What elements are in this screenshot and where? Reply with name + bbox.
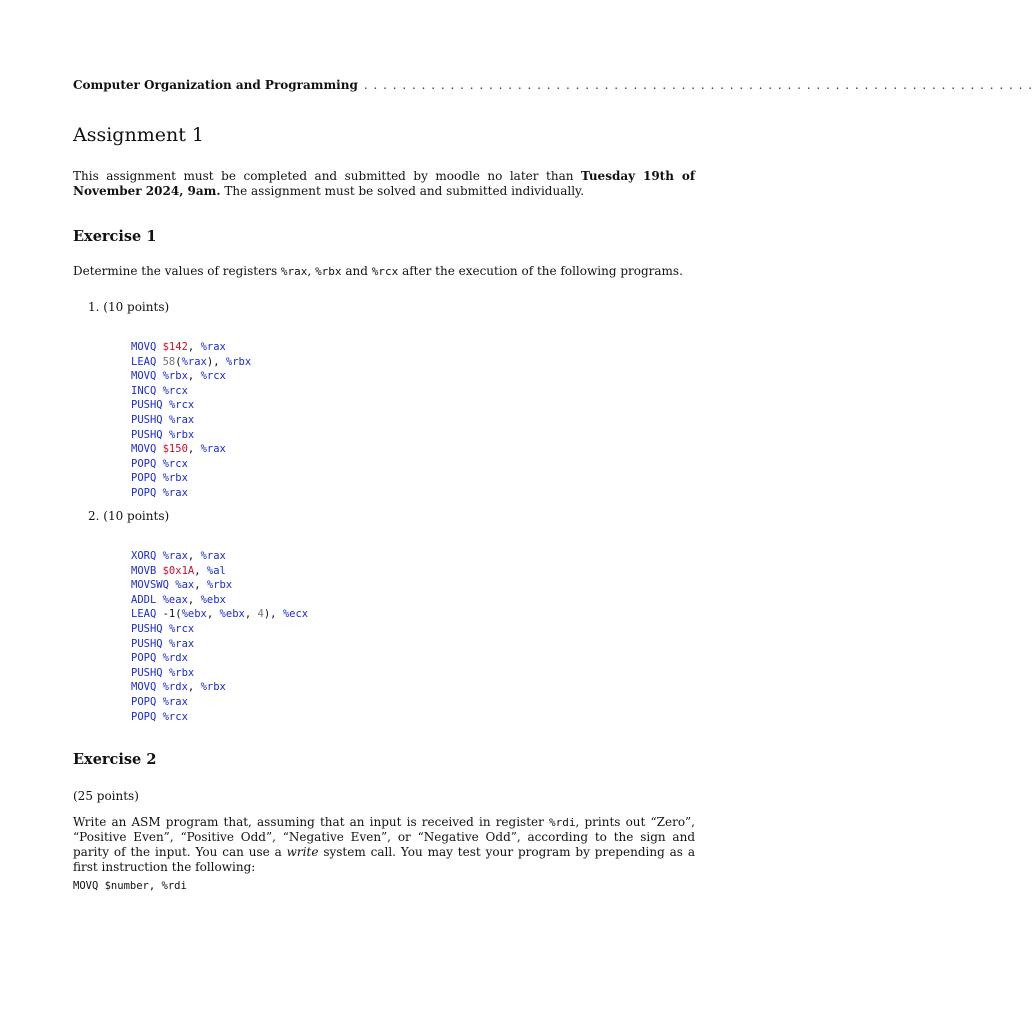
desc-sep: and <box>341 264 372 278</box>
instruction-operand: %rdx <box>162 681 188 694</box>
instruction-operand: %rax <box>200 341 226 353</box>
instruction-mnemonic: POPQ <box>131 710 163 723</box>
code-line <box>131 413 251 428</box>
instruction-mnemonic: PUSHQ <box>131 399 169 412</box>
instruction-operand: %ebx <box>200 593 226 606</box>
instruction-operand: %rax <box>162 695 188 708</box>
code-line <box>131 622 308 637</box>
instruction-mnemonic: PUSHQ <box>131 637 169 650</box>
register-rdi: %rdi <box>549 816 576 829</box>
instruction-operand: %rax <box>200 443 226 456</box>
exercise-2-description <box>73 815 695 875</box>
desc-text: Determine the values of registers <box>73 264 281 278</box>
instruction-operand: 58(%rax) <box>162 355 214 368</box>
code-line <box>131 710 308 725</box>
instruction-operand: %rbx <box>162 472 188 485</box>
instruction-operand: %rbx <box>168 428 195 441</box>
instruction-mnemonic: MOVQ <box>131 341 163 353</box>
instruction-operand: %rcx <box>200 370 226 383</box>
code-line <box>131 471 251 486</box>
instruction-operand: %rax <box>162 486 188 499</box>
code-line: ADDL %eax, %ebx <box>131 593 226 606</box>
instruction-mnemonic: XORQ <box>131 550 163 562</box>
code-line <box>131 398 251 413</box>
code-line <box>131 637 308 652</box>
instruction-operand: %ecx <box>282 608 309 621</box>
instruction-operand: %eax <box>162 593 188 606</box>
instruction-operand: -1(%ebx, %ebx, 4) <box>162 608 271 621</box>
code-line: LEAQ 58(%rax), %rbx <box>131 355 252 368</box>
intro-text: This assignment must be completed and submitted by moodle no later than <box>73 169 581 183</box>
instruction-mnemonic: MOVB <box>131 564 163 577</box>
code-line: MOVQ %rdx, %rbx <box>131 681 226 694</box>
desc-text-end: system call. You may test your program by prepending as a first instruction the following: <box>73 845 695 874</box>
instruction-mnemonic: LEAQ <box>131 608 163 621</box>
instruction-mnemonic: PUSHQ <box>131 622 169 635</box>
instruction-mnemonic: POPQ <box>131 652 163 665</box>
code-line <box>131 384 251 399</box>
register-rbx: %rbx <box>315 265 342 278</box>
instruction-mnemonic: MOVQ <box>131 370 163 383</box>
item-1-label: 1. (10 points) <box>88 300 170 314</box>
exercise-1-heading: Exercise 1 <box>73 228 157 245</box>
instruction-mnemonic: MOVQ <box>131 443 163 456</box>
program-2-code <box>131 549 308 724</box>
instruction-mnemonic: INCQ <box>131 384 163 397</box>
instruction-operand: %rbx <box>225 355 252 368</box>
instruction-operand: %rax <box>162 550 188 562</box>
instruction-operand: %rbx <box>168 666 195 679</box>
instruction-mnemonic: POPQ <box>131 472 163 485</box>
code-line <box>131 486 251 501</box>
instruction-operand: %rax <box>168 413 195 426</box>
instruction-mnemonic: MOVSWQ <box>131 579 176 592</box>
desc-text: Write an ASM program that, assuming that an input is received in register <box>73 815 550 829</box>
instruction-operand: %ax <box>175 579 195 592</box>
register-rax: %rax <box>280 265 308 278</box>
code-line: MOVQ $150, %rax <box>131 443 226 456</box>
code-line: MOVB $0x1A, %al <box>131 564 226 577</box>
desc-text: , prints out “Zero”, “Positive Even”, “Positive Odd”, “Negative Even”, or “Negative Odd”, according to the sign and parity of the input. You can use a <box>73 815 695 859</box>
exercise-2-heading: Exercise 2 <box>73 751 157 768</box>
instruction-operand: %rbx <box>162 370 188 383</box>
instruction-mnemonic: PUSHQ <box>131 428 169 441</box>
instruction-mnemonic: PUSHQ <box>131 413 169 426</box>
code-line <box>131 651 308 666</box>
deadline: Tuesday 19th of November 2024, 9am. <box>73 169 696 198</box>
page-title: Assignment 1 <box>73 124 204 146</box>
exercise-2-points: (25 points) <box>73 789 139 803</box>
instruction-operand: %al <box>206 564 226 577</box>
instruction-mnemonic: POPQ <box>131 486 163 499</box>
instruction-operand: $150 <box>162 443 188 456</box>
code-line: MOVSWQ %ax, %rbx <box>131 579 233 592</box>
course-title: Computer Organization and Programming <box>73 78 358 92</box>
code-line: MOVQ %rbx, %rcx <box>131 370 226 383</box>
instruction-operand: %rax <box>168 637 195 650</box>
intro-text-end: The assignment must be solved and submitted individually. <box>220 184 585 198</box>
code-line <box>131 428 251 443</box>
instruction-mnemonic: LEAQ <box>131 355 163 368</box>
intro-paragraph <box>73 169 695 199</box>
code-line: MOVQ $142, %rax <box>131 341 226 353</box>
write-syscall: write <box>286 845 319 859</box>
code-line <box>131 666 308 681</box>
exercise-1-description <box>73 264 695 279</box>
instruction-operand: %rax <box>200 550 226 562</box>
instruction-operand: %rcx <box>168 622 195 635</box>
instruction-mnemonic: ADDL <box>131 593 163 606</box>
instruction-operand: %rcx <box>162 384 188 397</box>
instruction-operand: %rcx <box>168 399 195 412</box>
desc-sep: , <box>307 264 316 278</box>
code-line <box>131 457 251 472</box>
item-2-label: 2. (10 points) <box>88 509 170 523</box>
instruction-mnemonic: POPQ <box>131 457 163 470</box>
instruction-mnemonic: POPQ <box>131 695 163 708</box>
instruction-mnemonic: PUSHQ <box>131 666 169 679</box>
desc-text-end: after the execution of the following programs. <box>398 264 683 278</box>
instruction-mnemonic: MOVQ <box>131 681 163 694</box>
code-line: XORQ %rax, %rax <box>131 550 226 562</box>
instruction-operand: $142 <box>162 341 188 353</box>
course-header <box>73 78 1033 92</box>
instruction-operand: %rbx <box>206 579 233 592</box>
code-line <box>131 695 308 710</box>
instruction-operand: %rbx <box>200 681 226 694</box>
instruction-operand: $0x1A <box>162 564 195 577</box>
program-1-code <box>131 340 251 501</box>
code-line: LEAQ -1(%ebx, %ebx, 4), %ecx <box>131 608 309 621</box>
header-leader-dots: . . . . . . . . . . . . . . . . . . . . . . . . . . . . . . . . . . . . . . . . . . . . . . . . . . . . . . . . . . . . . . . . . . . . . . <box>363 78 1033 92</box>
test-instruction-code: MOVQ $number, %rdi <box>73 880 187 892</box>
instruction-operand: %rcx <box>162 457 188 470</box>
register-rcx: %rcx <box>371 265 399 278</box>
instruction-operand: %rcx <box>162 710 188 723</box>
instruction-operand: %rdx <box>162 652 188 665</box>
